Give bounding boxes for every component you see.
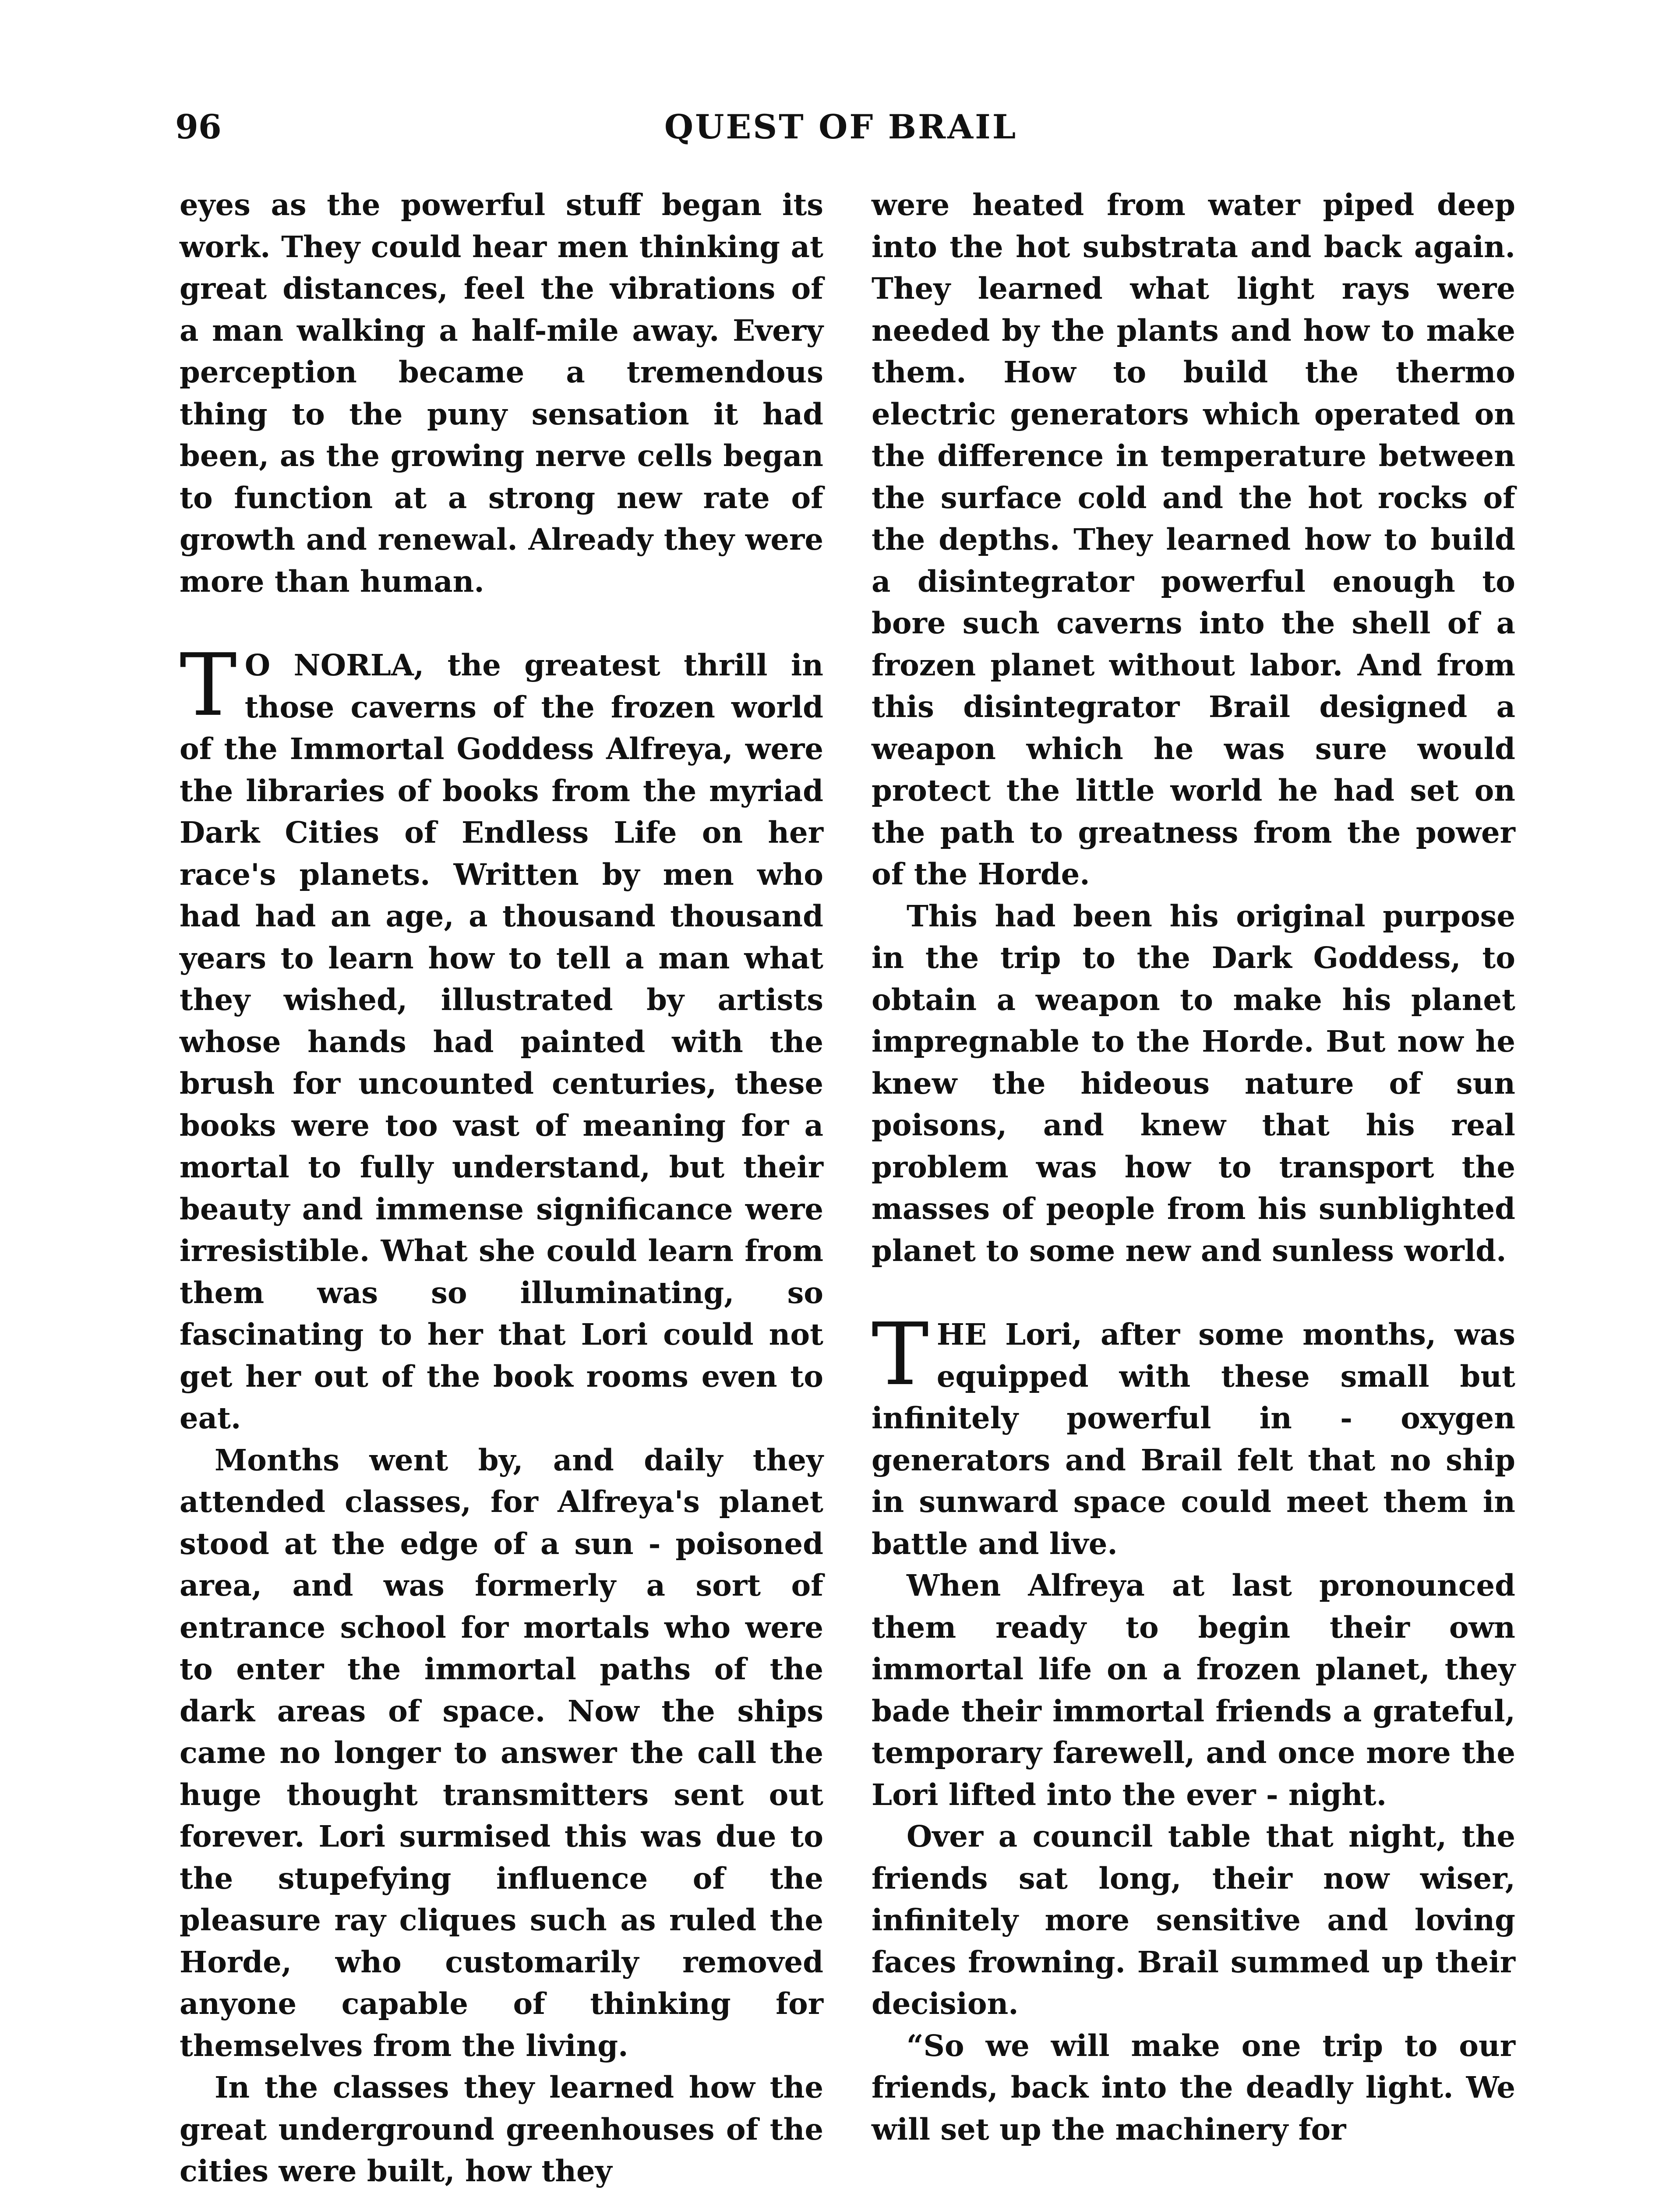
right-column [872,184,1515,2150]
lead-in: HE [936,1317,987,1352]
paragraph: Months went by, and daily they attended classes, for Alfreya's planet stood at the edge of a sun - poisoned area, and was formerly a sort of entrance school for mortals who were to enter the immortal paths of the dark areas of space. Now the ships came no longer to answer the call the huge thought transmitters sent out forever. Lori surmised this was due to the stupefying influence of the pleasure ray cliques such as ruled the Horde, who customarily removed anyone capable of thinking for themselves from the living. [180,1442,823,2063]
paragraph: In the classes they learned how the great underground greenhouses of the cities were built, how they [180,2070,823,2188]
left-column [180,184,823,2190]
drop-cap: T [180,636,237,735]
page-header [175,101,1507,153]
paragraph: eyes as the powerful stuff began its work. They could hear men thinking at great distances, feel the vibrations of a man walking a half-mile away. Every perception became a tremendous thing to the puny sensation it had been, as the growing nerve cells began to function at a strong new rate of growth and renewal. Already they were more than human. [180,187,823,599]
drop-cap: T [872,1305,929,1405]
page-number: 96 [175,107,222,146]
paragraph: When Alfreya at last pronounced them ready to begin their own immortal life on a frozen planet, they bade their immortal friends a grateful, temporary farewell, and once more the Lori lifted into the ever - night. [872,1568,1515,1812]
lead-in: O NORLA, [244,648,424,682]
paragraph: were heated from water piped deep into the hot substrata and back again. They learned what light rays were needed by the plants and how to make them. How to build the thermo electric generators which operated on the difference in temperature between the surface cold and the hot rocks of the depths. They learned how to build a disintegrator powerful enough to bore such caverns into the shell of a frozen planet without labor. And from this disintegrator Brail designed a weapon which he was sure would protect the little world he had set on the path to greatness from the power of the Horde. [872,187,1515,891]
running-title: QUEST OF BRAIL [664,107,1018,146]
paragraph: This had been his original purpose in the trip to the Dark Goddess, to obtain a weapon to make his planet impregnable to the Horde. But now he knew the hideous nature of sun poisons, and knew that his real problem was how to transport the masses of people from his sunblighted planet to some new and sunless world. [872,898,1515,1268]
paragraph-text: Lori, after some months, was equipped with these small but infinitely powerful in - oxygen generators and Brail felt that no ship in sunward space could meet them in battle and live. [872,1317,1515,1561]
section-paragraph [872,1305,1515,1565]
paragraph-text: the greatest thrill in those caverns of the frozen world of the Immortal Goddess Alfreya, were the libraries of books from the myriad Dark Cities of Endless Life on her race's planets. Written by men who had had an age, a thousand thousand years to learn how to tell a man what they wished, illustrated by artists whose hands had painted with the brush for uncounted centuries, these books were too vast of meaning for a mortal to fully understand, but their beauty and immense significance were irresistible. What she could learn from them was so illuminating, so fascinating to her that Lori could not get her out of the book rooms even to eat. [180,648,823,1435]
paragraph: “So we will make one trip to our friends, back into the deadly light. We will set up the machinery for [872,2028,1515,2147]
paragraph: Over a council table that night, the friends sat long, their now wiser, infinitely more sensitive and loving faces frowning. Brail summed up their decision. [872,1819,1515,2021]
section-paragraph [180,636,823,1439]
